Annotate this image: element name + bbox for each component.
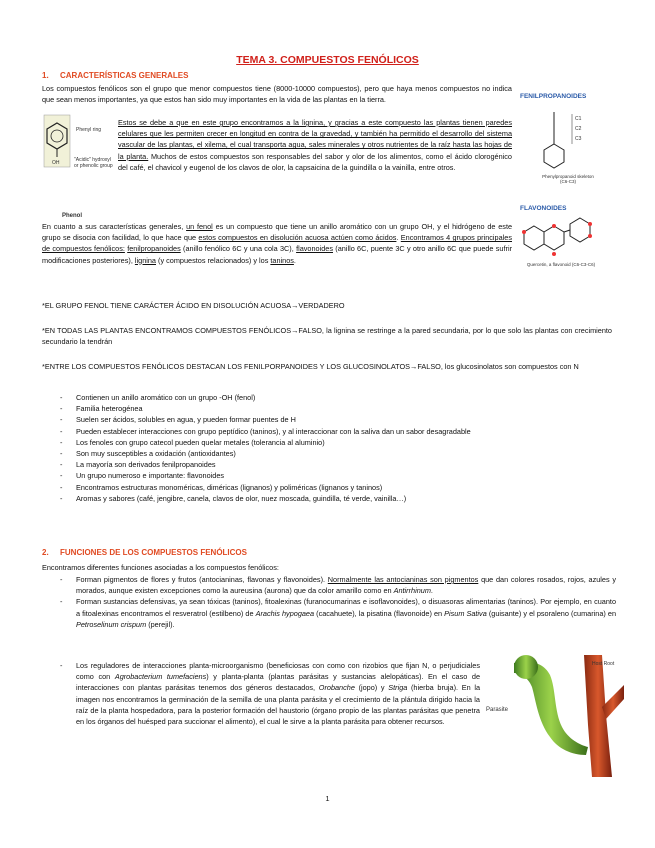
- text-run: (hierba bruja). En la imagen nos encontramos la germinación de la semilla de una planta parásita y el crecimiento de la plántula dirigido hacia la raíz de la planta hospedadora, para la posterior formación del haustorio (órgano propio de las plantas parásitas que penetra en los órganos del huésped para succionar el alimento), el cual le sirve a la planta parásita para obtener recursos.: [76, 683, 481, 727]
- list-item: - Un grupo numeroso e importante: flavonoides: [60, 470, 620, 481]
- text-run: (y compuestos relacionados) y los: [158, 255, 269, 265]
- parasite-label: Parasite: [486, 707, 509, 713]
- text-run: Antirrhinum: [393, 586, 431, 596]
- list-item: - Familia heterogénea: [60, 403, 620, 414]
- text-run: fenilpropanoides: [127, 244, 181, 254]
- list-item: - Aromas y sabores (café, jengibre, canela, clavos de olor, nuez moscada, guindilla, té verde, vainilla…): [60, 493, 620, 504]
- list-item: - Suelen ser ácidos, solubles en agua, y pueden formar puentes de H: [60, 414, 620, 425]
- text-run: Arachis hypogaea: [255, 608, 315, 618]
- list-item: - Contienen un anillo aromático con un grupo -OH (fenol): [60, 392, 620, 403]
- list-item: - Pueden establecer interacciones con grupo peptídico (taninos), y al interaccionar con la saliva dan un sabor desagradable: [60, 426, 620, 437]
- text-run: ) y planta-planta (plantas parásitas y sustancias alelopáticas). En el caso de interacciones con plantas parásitas tenemos dos géneros destacados,: [76, 672, 480, 693]
- text-run: Forman pigmentos de flores y frutos (antocianinas, flavonas y flavonoides).: [76, 575, 326, 584]
- section-number: 2.: [42, 548, 49, 557]
- flavonoides-caption: Quercetin, a flavonoid (C6-C3-C6): [526, 262, 596, 267]
- section-label: CARACTERÍSTICAS GENERALES: [60, 71, 189, 80]
- list-item: - Encontramos estructuras monoméricas, diméricas (lignanos) y poliméricas (lignanos y taninos): [60, 482, 620, 493]
- section-label: FUNCIONES DE LOS COMPUESTOS FENÓLICOS: [60, 548, 247, 557]
- fenilpropanoides-caption: Phenylpropanoid skeleton (C6-C3): [542, 174, 594, 184]
- function-item-pigments: [60, 574, 616, 596]
- parasite-illustration: [484, 655, 624, 777]
- text-run: estos compuestos en disolución acuosa actúen como ácidos: [198, 233, 397, 243]
- functions-intro: Encontramos diferentes funciones asociadas a los compuestos fenólicos:: [42, 563, 279, 572]
- text-run: Normalmente las antocianinas son pigmentos: [327, 575, 479, 584]
- text-run: Los reguladores de interacciones planta-microorganismo (beneficiosas con como con rizobios que fijan N, o perjudiciales como con: [76, 661, 480, 682]
- functions-list: [60, 574, 616, 630]
- text-run: Petroselinum crispum: [76, 619, 147, 629]
- statement-2: *EN TODAS LAS PLANTAS ENCONTRAMOS COMPUESTOS FENÓLICOS→FALSO, la lignina se restringe a la pared secundaria, por lo que solo las plantas con crecimiento secundario la tendrán: [42, 326, 612, 347]
- c3-label: C3: [575, 136, 582, 142]
- statement-3: *ENTRE LOS COMPUESTOS FENÓLICOS DESTACAN LOS FENILPORPANOIDES Y LOS GLUCOSINOLATOS→FALSO, los glucosinolatos son compuestos con N: [42, 362, 579, 371]
- text-run: lignina: [134, 255, 156, 265]
- intro-text: Los compuestos fenólicos son el grupo que menor compuestos tiene (8000-10000 compuestos), pero que haya menos compuestos no indica que sean menos importantes, ya que estos han sido muy importantes en la vida de las plantas en la tierra.: [42, 84, 512, 105]
- text-run: (perejil).: [148, 619, 175, 629]
- section-number: 1.: [42, 71, 49, 80]
- c1-label: C1: [575, 116, 582, 122]
- function-item-interactions: [60, 660, 480, 727]
- intro-paragraph-wrap: [118, 117, 512, 173]
- c2-label: C2: [575, 126, 582, 132]
- text-run: (cacahuete), la pisatina (flavonoide) en: [316, 608, 443, 618]
- general-features-paragraph: [42, 221, 512, 266]
- list-item: - Los fenoles con grupo catecol pueden quelar metales (tolerancia al aluminio): [60, 437, 620, 448]
- statement-1: *EL GRUPO FENOL TIENE CARÁCTER ÁCIDO EN DISOLUCIÓN ACUOSA→VERDADERO: [42, 301, 345, 310]
- fenilpropanoides-title: FENILPROPANOIDES: [520, 93, 587, 100]
- phenol-structure-figure: [42, 113, 114, 221]
- text-run: Forman sustancias defensivas, ya sean tóxicas (taninos), fitoalexinas (furanocumarinas e isoflavonoides), o disuasoras alimentarias (taninos). Por ejemplo, en cuanto a fitoalexinas encontramos el resveratrol (estilbeno) de: [76, 597, 616, 618]
- lignin-text: Estos se debe a que en este grupo encontramos a la lignina, y gracias a este compuesto las plantas tienen paredes celulares que les permiten crecer en longitud en contra de la gravedad, y también ha permitido el desarrollo del sistema vascular de las plantas, el xilema, el cual transporta agua, sales minerales y otros nutrientes de la raíz hasta las hojas de la planta.: [118, 118, 512, 161]
- text-run: es un compuesto que tiene un anillo aromático con un grupo OH, y el hidrógeno de este grupo se disocia con facilidad, lo que hace que: [42, 222, 513, 243]
- text-run: Agrobacterium tumefaciens: [114, 672, 207, 682]
- text-run: (anillo 6C, puente 3C y otro anillo 6C que puede sufrir modificaciones posteriores),: [42, 244, 512, 265]
- text-run: (guisante) y el psoraleno (cumarina) en: [488, 608, 617, 618]
- function-item-defense: [60, 596, 616, 630]
- acidic-group-label: "Acidic" hydroxyl or phenolic group: [74, 157, 113, 169]
- flavonoides-title: FLAVONOIDES: [520, 205, 567, 212]
- features-list: [60, 392, 620, 504]
- section-heading-1: [42, 71, 188, 80]
- text-run: Striga: [388, 683, 408, 693]
- text-run: (anillo fenólico 6C y una cola 3C),: [183, 244, 294, 254]
- page-number: 1: [325, 794, 330, 803]
- text-run: .: [396, 233, 399, 243]
- text-run: Encontramos 4 grupos principales de compuestos fenólicos:: [42, 233, 512, 254]
- page-title: TEMA 3. COMPUESTOS FENÓLICOS: [236, 54, 419, 66]
- text-run: Pisum Sativa: [444, 608, 487, 618]
- flavour-text: Muchos de estos compuestos son responsables del sabor y olor de los alimentos, como el ácido clorogénico del café, el chavicol y eugenol de los clavos de olor, la capsaicina de la guindilla o la vainilla, entre otros.: [118, 151, 512, 172]
- host-root-label: Host Root: [592, 661, 615, 667]
- text-run: que dan colores rosados, rojos, azules y morados, aunque existen excepciones como la aureusina (aurona) que da color amarillo como en: [76, 575, 616, 596]
- text-run: .: [430, 586, 433, 596]
- text-run: (jopo) y: [358, 683, 385, 693]
- text-run: taninos: [270, 255, 294, 265]
- intro-paragraph-top: [42, 83, 512, 105]
- right-structures-figure: [518, 92, 618, 292]
- text-run: un fenol: [186, 222, 213, 231]
- phenol-caption: Phenol: [62, 213, 83, 219]
- phenyl-ring-label: Phenyl ring: [76, 127, 102, 133]
- text-run: flavonoides: [296, 244, 333, 254]
- oh-label: OH: [52, 160, 60, 166]
- list-item: - La mayoría son derivados fenilpropanoides: [60, 459, 620, 470]
- section-heading-2: [42, 548, 247, 557]
- text-run: Orobanche: [318, 683, 355, 693]
- list-item: - Son muy susceptibles a oxidación (antioxidantes): [60, 448, 620, 459]
- text-run: .: [293, 255, 296, 265]
- functions-list-cont: [60, 660, 480, 727]
- text-run: En cuanto a sus características generales,: [42, 222, 184, 231]
